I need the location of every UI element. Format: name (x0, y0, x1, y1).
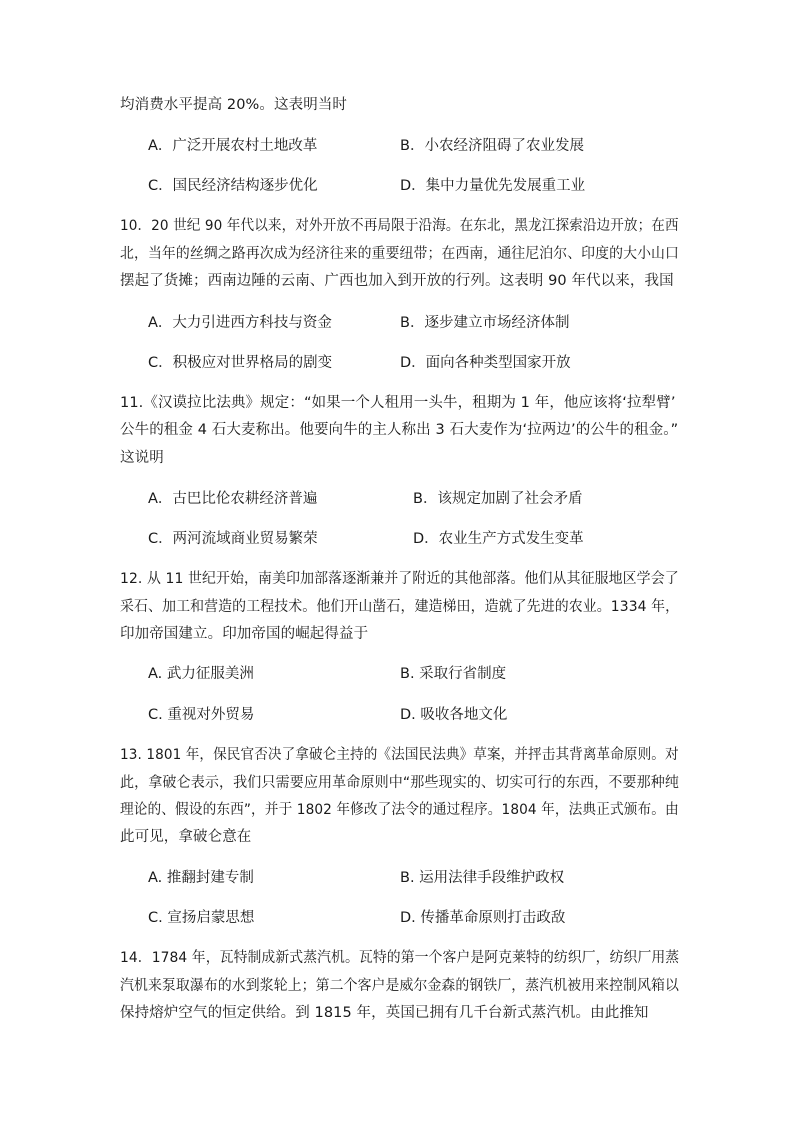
q12-stem-line-2: 采石、加工和营造的工程技术。他们开山凿石，建造梯田，造就了先进的农业。1334 年， (120, 599, 680, 615)
q10-stem-line-1: 10．20 世纪 90 年代以来，对外开放不再局限于沿海。在东北，黑龙江探索沿边开放；在西 (120, 218, 679, 234)
q13-option-d: D. 传播革命原则打击政敌 (400, 910, 566, 926)
q12-stem-line-3: 印加帝国建立。印加帝国的崛起得益于 (120, 626, 369, 642)
q13-stem-line-2: 此，拿破仑表示，我们只需要应用革命原则中“那些现实的、切实可行的东西，不要那种纯 (120, 775, 680, 791)
q13-option-b: B. 运用法律手段维护政权 (400, 870, 565, 886)
q10-option-d: D．面向各种类型国家开放 (400, 355, 571, 371)
q9-option-b: B．小农经济阻碍了农业发展 (400, 138, 584, 154)
q11-option-d: D．农业生产方式发生变革 (413, 531, 584, 547)
q13-stem-line-1: 13. 1801 年，保民官否决了拿破仑主持的《法国民法典》草案，并抨击其背离革命原则。对 (120, 747, 679, 763)
q12-option-a: A. 武力征服美洲 (148, 666, 254, 682)
q9-stem-line-1: 均消费水平提高 20%。这表明当时 (120, 97, 348, 113)
q10-option-b: B．逐步建立市场经济体制 (400, 315, 570, 331)
q13-stem-line-4: 此可见，拿破仑意在 (120, 829, 252, 845)
q11-option-a: A．古巴比伦农耕经济普遍 (148, 491, 318, 507)
q12-option-d: D. 吸收各地文化 (400, 707, 508, 723)
q10-stem-line-3: 摆起了货摊；西南边陲的云南、广西也加入到开放的行列。这表明 90 年代以来，我国 (120, 273, 674, 289)
q10-stem-line-2: 北，当年的丝绸之路再次成为经济往来的重要纽带；在西南，通往尼泊尔、印度的大小山口 (120, 246, 680, 262)
q13-stem-line-3: 理论的、假设的东西”，并于 1802 年修改了法令的通过程序。1804 年，法典正式颁布。由 (120, 802, 679, 818)
q13-option-c: C. 宣扬启蒙思想 (148, 910, 255, 926)
q11-stem-line-1: 11.《汉谟拉比法典》规定：“如果一个人租用一头牛，租期为 1 年，他应该将‘拉犁臂’ (120, 395, 676, 411)
q10-option-c: C．积极应对世界格局的剧变 (148, 355, 333, 371)
q11-option-b: B．该规定加剧了社会矛盾 (413, 491, 583, 507)
q11-stem-line-2: 公牛的租金 4 石大麦称出。他要向牛的主人称出 3 石大麦作为‘拉两边’的公牛的租金。” (120, 422, 679, 438)
q9-option-c: C．国民经济结构逐步优化 (148, 178, 318, 194)
q12-stem-line-1: 12. 从 11 世纪开始，南美印加部落逐渐兼并了附近的其他部落。他们从其征服地区学会了 (120, 571, 679, 587)
q11-stem-line-3: 这说明 (120, 450, 164, 466)
q14-stem-line-1: 14．1784 年，瓦特制成新式蒸汽机。瓦特的第一个客户是阿克莱特的纺织厂，纺织厂用蒸 (120, 950, 680, 966)
q13-option-a: A. 推翻封建专制 (148, 870, 254, 886)
q9-option-a: A．广泛开展农村土地改革 (148, 138, 318, 154)
q12-option-b: B. 采取行省制度 (400, 666, 507, 682)
q14-stem-line-3: 保持熔炉空气的恒定供给。到 1815 年，英国已拥有几千台新式蒸汽机。由此推知 (120, 1005, 649, 1021)
q12-option-c: C. 重视对外贸易 (148, 707, 255, 723)
q9-option-d: D．集中力量优先发展重工业 (400, 178, 586, 194)
q10-option-a: A．大力引进西方科技与资金 (148, 315, 332, 331)
q11-option-c: C．两河流域商业贸易繁荣 (148, 531, 318, 547)
q14-stem-line-2: 汽机来泵取瀑布的水到浆轮上；第二个客户是威尔金森的钢铁厂，蒸汽机被用来控制风箱以 (120, 978, 680, 994)
